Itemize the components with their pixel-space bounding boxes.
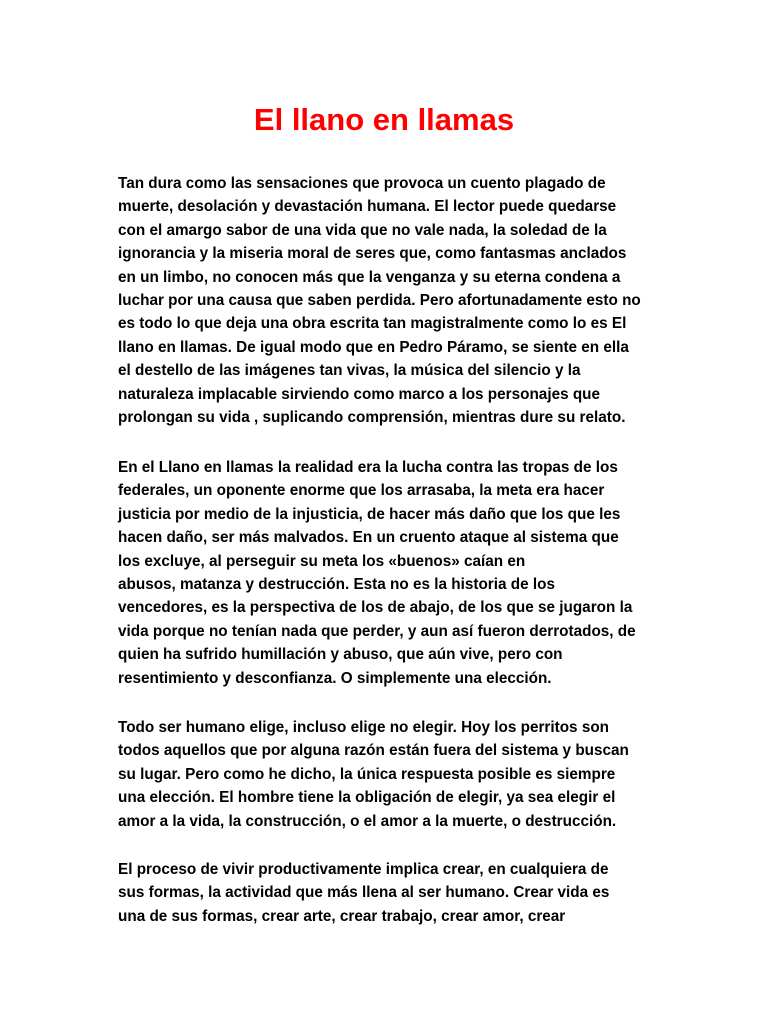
- paragraph-line: El proceso de vivir productivamente implica crear, en cualquiera de: [118, 861, 609, 878]
- paragraph-line: Todo ser humano elige, incluso elige no elegir. Hoy los perritos son: [118, 719, 610, 736]
- paragraph-line: luchar por una causa que saben perdida. Pero afortunadamente esto no: [118, 292, 641, 310]
- paragraph-line: sus formas, la actividad que más llena al ser humano. Crear vida es: [118, 884, 610, 902]
- paragraph-line: federales, un oponente enorme que los arrasaba, la meta era hacer: [118, 482, 605, 500]
- paragraph-line: resentimiento y desconfianza. O simplemente una elección.: [118, 669, 552, 687]
- paragraph-line: con el amargo sabor de una vida que no vale nada, la soledad de la: [118, 221, 607, 239]
- paragraph-line: hacen daño, ser más malvados. En un cruento ataque al sistema que: [118, 529, 619, 547]
- paragraph-line: justicia por medio de la injusticia, de hacer más daño que los que les: [118, 505, 621, 523]
- paragraph-line: ignorancia y la miseria moral de seres que, como fantasmas anclados: [118, 245, 627, 263]
- paragraph-line: su lugar. Pero como he dicho, la única respuesta posible es siempre: [118, 765, 616, 783]
- paragraph-line: En el Llano en llamas la realidad era la lucha contra las tropas de los: [118, 459, 618, 476]
- paragraph-line: vida porque no tenían nada que perder, y aun así fueron derrotados, de: [118, 622, 636, 640]
- paragraph-1: [118, 172, 678, 429]
- paragraph-3: [118, 716, 678, 833]
- paragraph-4: [118, 858, 678, 928]
- paragraph-line: el destello de las imágenes tan vivas, la música del silencio y la: [118, 362, 581, 380]
- paragraph-line: prolongan su vida , suplicando comprensión, mientras dure su relato.: [118, 409, 626, 427]
- paragraph-line: es todo lo que deja una obra escrita tan magistralmente como lo es El: [118, 315, 627, 333]
- paragraph-line: amor a la vida, la construcción, o el amor a la muerte, o destrucción.: [118, 812, 617, 830]
- paragraph-line: una de sus formas, crear arte, crear trabajo, crear amor, crear: [118, 907, 566, 925]
- paragraph-line: vencedores, es la perspectiva de los de abajo, de los que se jugaron la: [118, 599, 633, 617]
- paragraph-line: llano en llamas. De igual modo que en Pedro Páramo, se siente en ella: [118, 338, 629, 356]
- paragraph-line: en un limbo, no conocen más que la venganza y su eterna condena a: [118, 268, 621, 286]
- document-title: El llano en llamas: [253, 102, 515, 137]
- paragraph-line: quien ha sufrido humillación y abuso, que aún vive, pero con: [118, 646, 563, 664]
- paragraph-line: Tan dura como las sensaciones que provoca un cuento plagado de: [118, 175, 606, 192]
- paragraph-line: los excluye, al perseguir su meta los «buenos» caían en: [118, 552, 526, 570]
- paragraph-2: [118, 456, 678, 690]
- paragraph-line: todos aquellos que por alguna razón están fuera del sistema y buscan: [118, 742, 629, 760]
- paragraph-line: abusos, matanza y destrucción. Esta no es la historia de los: [118, 576, 555, 594]
- paragraph-line: muerte, desolación y devastación humana. El lector puede quedarse: [118, 198, 617, 216]
- paragraph-line: naturaleza implacable sirviendo como marco a los personajes que: [118, 385, 601, 403]
- paragraph-line: una elección. El hombre tiene la obligación de elegir, ya sea elegir el: [118, 789, 616, 807]
